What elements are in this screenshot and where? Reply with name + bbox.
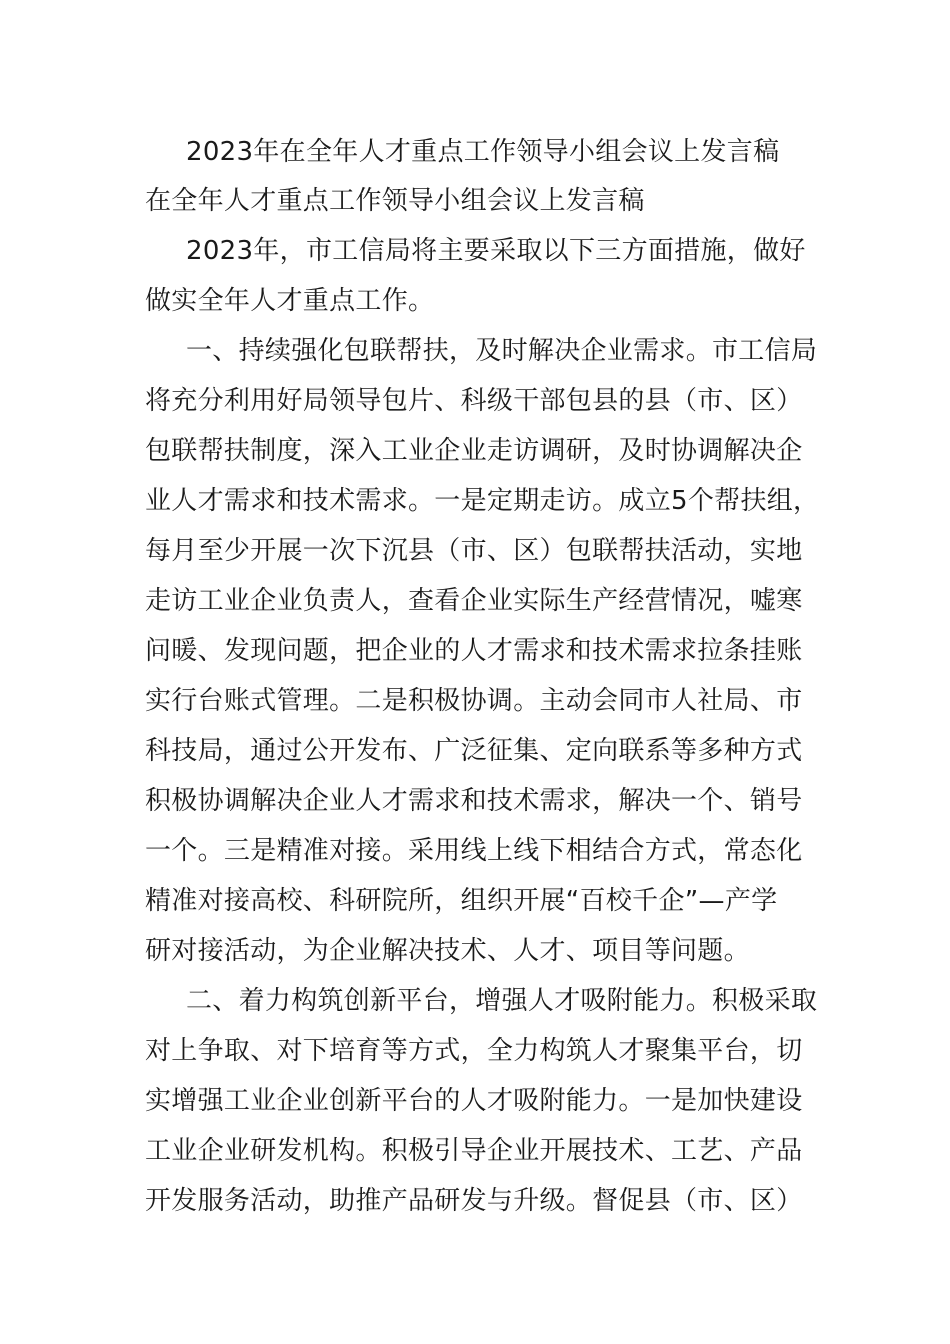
paragraph-line: 走访工业企业负责人，查看企业实际生产经营情况，嘘寒 (145, 586, 803, 616)
paragraph-line: 开发服务活动，助推产品研发与升级。督促县（市、区） (145, 1186, 803, 1216)
paragraph-line: 实行台账式管理。二是积极协调。主动会同市人社局、市 (145, 686, 803, 716)
paragraph-line: 精准对接高校、科研院所，组织开展“百校千企”—产学 (145, 886, 778, 916)
document-subtitle: 在全年人才重点工作领导小组会议上发言稿 (145, 186, 645, 216)
paragraph-line: 积极协调解决企业人才需求和技术需求，解决一个、销号 (145, 786, 803, 816)
paragraph-line: 每月至少开展一次下沉县（市、区）包联帮扶活动，实地 (145, 536, 803, 566)
paragraph-line: 一个。三是精准对接。采用线上线下相结合方式，常态化 (145, 836, 803, 866)
paragraph-line: 二、着力构筑创新平台，增强人才吸附能力。积极采取 (186, 986, 818, 1016)
paragraph-line: 工业企业研发机构。积极引导企业开展技术、工艺、产品 (145, 1136, 803, 1166)
paragraph-line: 问暖、发现问题，把企业的人才需求和技术需求拉条挂账 (145, 636, 803, 666)
paragraph-line: 业人才需求和技术需求。一是定期走访。成立5个帮扶组， (145, 486, 820, 516)
paragraph-line: 对上争取、对下培育等方式，全力构筑人才聚集平台，切 (145, 1036, 803, 1066)
paragraph-line: 2023年，市工信局将主要采取以下三方面措施，做好 (186, 236, 806, 266)
paragraph-line: 实增强工业企业创新平台的人才吸附能力。一是加快建设 (145, 1086, 803, 1116)
paragraph-line: 科技局，通过公开发布、广泛征集、定向联系等多种方式 (145, 736, 803, 766)
paragraph-line: 将充分利用好局领导包片、科级干部包县的县（市、区） (145, 386, 803, 416)
paragraph-line: 一、持续强化包联帮扶，及时解决企业需求。市工信局 (186, 336, 818, 366)
paragraph-line: 包联帮扶制度，深入工业企业走访调研，及时协调解决企 (145, 436, 803, 466)
document-title: 2023年在全年人才重点工作领导小组会议上发言稿 (186, 137, 780, 167)
paragraph-line: 做实全年人才重点工作。 (145, 286, 435, 316)
paragraph-line: 研对接活动，为企业解决技术、人才、项目等问题。 (145, 936, 750, 966)
